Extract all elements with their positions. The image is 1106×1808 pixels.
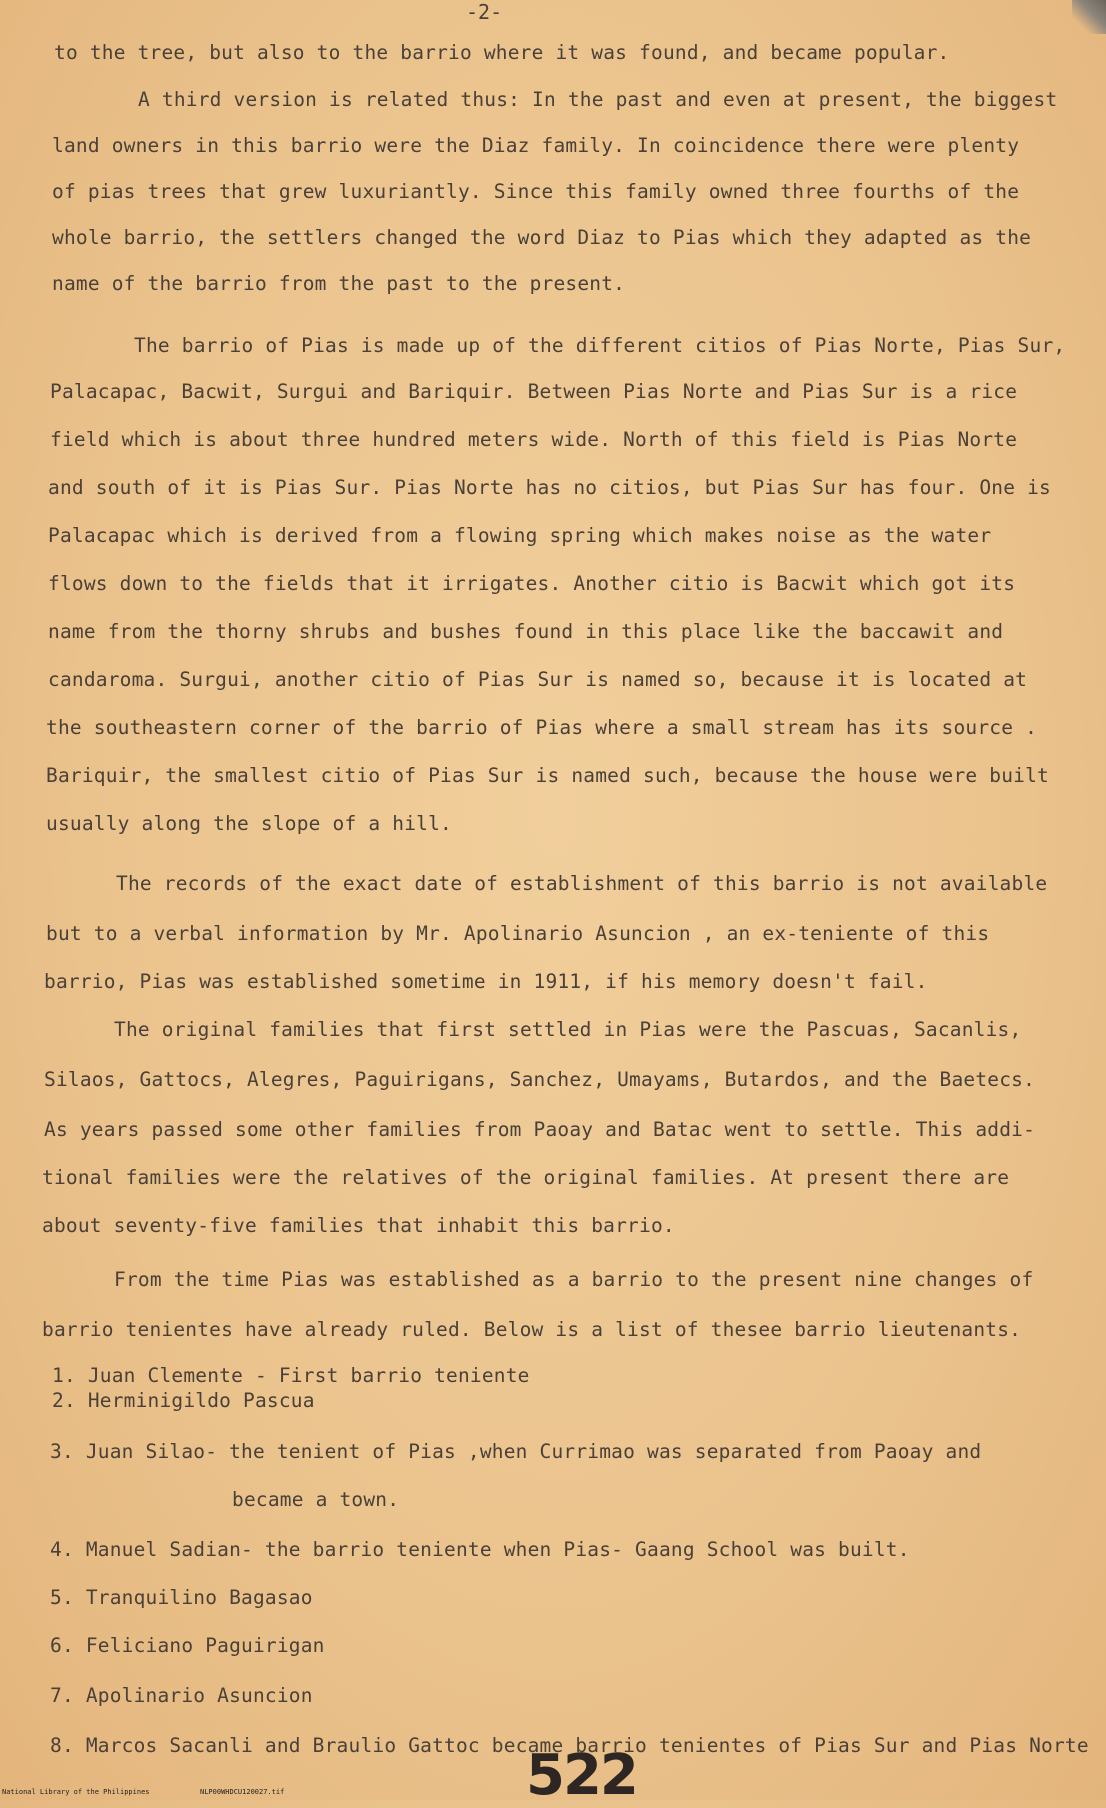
footer-file-id: NLP00WHDCU120027.tif — [200, 1788, 285, 1796]
text-line: about seventy-five families that inhabit this barrio. — [42, 1214, 675, 1237]
text-line: Silaos, Gattocs, Alegres, Paguirigans, Sanchez, Umayams, Butardos, and the Baetecs. — [44, 1068, 1036, 1091]
footer-library: National Library of the Philippines — [2, 1788, 150, 1796]
list-item: 7. Apolinario Asuncion — [50, 1684, 313, 1707]
list-item: 4. Manuel Sadian- the barrio teniente when Pias- Gaang School was built. — [50, 1538, 910, 1561]
list-item: 2. Herminigildo Pascua — [52, 1389, 315, 1412]
text-line: flows down to the fields that it irrigates. Another citio is Bacwit which got its — [48, 572, 1016, 595]
text-line: of pias trees that grew luxuriantly. Since this family owned three fourths of the — [52, 180, 1020, 203]
page-number: -2- — [466, 0, 503, 24]
folded-corner — [1072, 0, 1106, 34]
text-line: tional families were the relatives of the original families. At present there are — [42, 1166, 1010, 1189]
text-line: The records of the exact date of establishment of this barrio is not available — [116, 872, 1048, 895]
text-line: name from the thorny shrubs and bushes found in this place like the baccawit and — [48, 620, 1004, 643]
text-line: barrio tenientes have already ruled. Below is a list of thesee barrio lieutenants. — [42, 1318, 1022, 1341]
text-line: From the time Pias was established as a barrio to the present nine changes of — [114, 1268, 1034, 1291]
text-line: The original families that first settled in Pias were the Pascuas, Sacanlis, — [114, 1018, 1022, 1041]
text-line: A third version is related thus: In the past and even at present, the biggest — [138, 88, 1058, 111]
text-line: land owners in this barrio were the Diaz family. In coincidence there were plenty — [52, 134, 1020, 157]
text-line: As years passed some other families from Paoay and Batac went to settle. This addi- — [44, 1118, 1036, 1141]
text-line: Palacapac which is derived from a flowing spring which makes noise as the water — [48, 524, 992, 547]
text-line: barrio, Pias was established sometime in 1911, if his memory doesn't fail. — [44, 970, 928, 993]
text-line: Palacapac, Bacwit, Surgui and Bariquir. Between Pias Norte and Pias Sur is a rice — [50, 380, 1018, 403]
list-item: 6. Feliciano Paguirigan — [50, 1634, 325, 1657]
list-item: 1. Juan Clemente - First barrio teniente — [52, 1364, 530, 1387]
text-line: Bariquir, the smallest citio of Pias Sur is named such, because the house were built — [46, 764, 1049, 787]
text-line: to the tree, but also to the barrio where it was found, and became popular. — [54, 41, 950, 64]
text-line: name of the barrio from the past to the present. — [52, 272, 626, 295]
text-line: but to a verbal information by Mr. Apolinario Asuncion , an ex-teniente of this — [46, 922, 990, 945]
page-stamp-number: 522 — [526, 1743, 637, 1808]
text-line: field which is about three hundred meters wide. North of this field is Pias Norte — [50, 428, 1018, 451]
text-line: whole barrio, the settlers changed the word Diaz to Pias which they adapted as the — [52, 226, 1032, 249]
text-line: the southeastern corner of the barrio of Pias where a small stream has its source . — [46, 716, 1038, 739]
list-item-continuation: became a town. — [232, 1488, 400, 1511]
text-line: and south of it is Pias Sur. Pias Norte has no citios, but Pias Sur has four. One is — [48, 476, 1051, 499]
list-item: 3. Juan Silao- the tenient of Pias ,when Currimao was separated from Paoay and — [50, 1440, 982, 1463]
list-item: 5. Tranquilino Bagasao — [50, 1586, 313, 1609]
text-line: candaroma. Surgui, another citio of Pias Sur is named so, because it is located at — [48, 668, 1028, 691]
list-item: 8. Marcos Sacanli and Braulio Gattoc became barrio tenientes of Pias Sur and Pias Norte — [50, 1734, 1089, 1757]
text-line: usually along the slope of a hill. — [46, 812, 452, 835]
text-line: The barrio of Pias is made up of the different citios of Pias Norte, Pias Sur, — [134, 334, 1066, 357]
